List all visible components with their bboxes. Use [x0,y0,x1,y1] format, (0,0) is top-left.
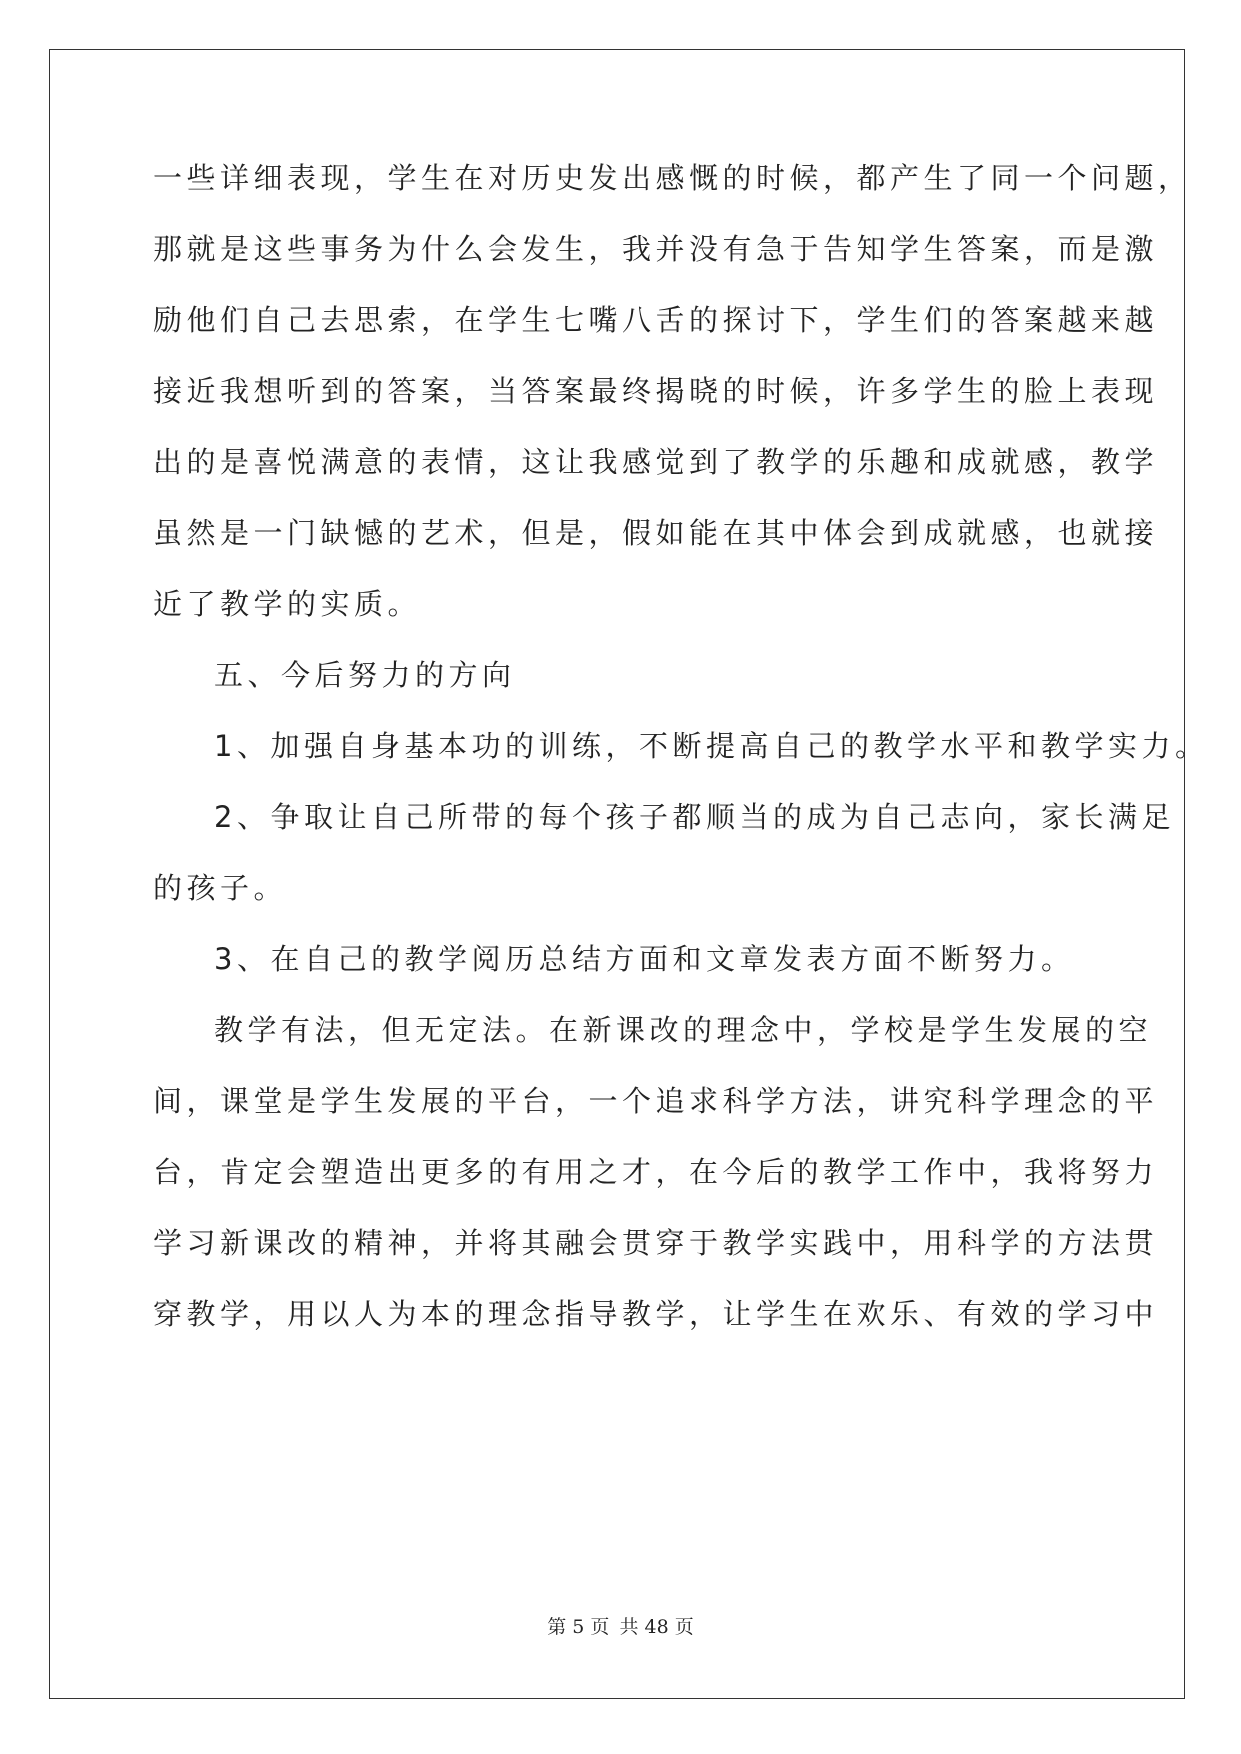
body-line: 一些详细表现，学生在对历史发出感慨的时候，都产生了同一个问题， [153,161,1192,195]
body-line: 教学有法，但无定法。在新课改的理念中，学校是学生发展的空 [214,1013,1153,1047]
body-line: 那就是这些事务为什么会发生，我并没有急于告知学生答案，而是激 [153,232,1159,266]
body-line: 间，课堂是学生发展的平台，一个追求科学方法，讲究科学理念的平 [153,1084,1159,1118]
body-line: 励他们自己去思索，在学生七嘴八舌的探讨下，学生们的答案越来越 [153,303,1159,337]
body-line: 近了教学的实质。 [153,587,422,621]
list-item: 1、加强自身基本功的训练，不断提高自己的教学水平和教学实力。 [214,729,1209,763]
body-line: 穿教学，用以人为本的理念指导教学，让学生在欢乐、有效的学习中 [153,1297,1159,1331]
body-line: 学习新课改的精神，并将其融会贯穿于教学实践中，用科学的方法贯 [153,1226,1159,1260]
list-item: 3、在自己的教学阅历总结方面和文章发表方面不断努力。 [214,942,1075,976]
body-line: 的孩子。 [153,871,288,905]
page-number: 第 5 页 [547,1616,610,1638]
body-line: 台，肯定会塑造出更多的有用之才，在今后的教学工作中，我将努力 [153,1155,1159,1189]
list-item: 2、争取让自己所带的每个孩子都顺当的成为自己志向，家长满足 [214,800,1175,834]
body-line: 虽然是一门缺憾的艺术，但是，假如能在其中体会到成就感，也就接 [153,516,1159,550]
section-heading: 五、今后努力的方向 [214,658,516,692]
page-footer [0,1612,1241,1639]
page-total: 共 48 页 [619,1616,694,1638]
body-line: 出的是喜悦满意的表情，这让我感觉到了教学的乐趣和成就感，教学 [153,445,1159,479]
body-line: 接近我想听到的答案，当答案最终揭晓的时候，许多学生的脸上表现 [153,374,1159,408]
